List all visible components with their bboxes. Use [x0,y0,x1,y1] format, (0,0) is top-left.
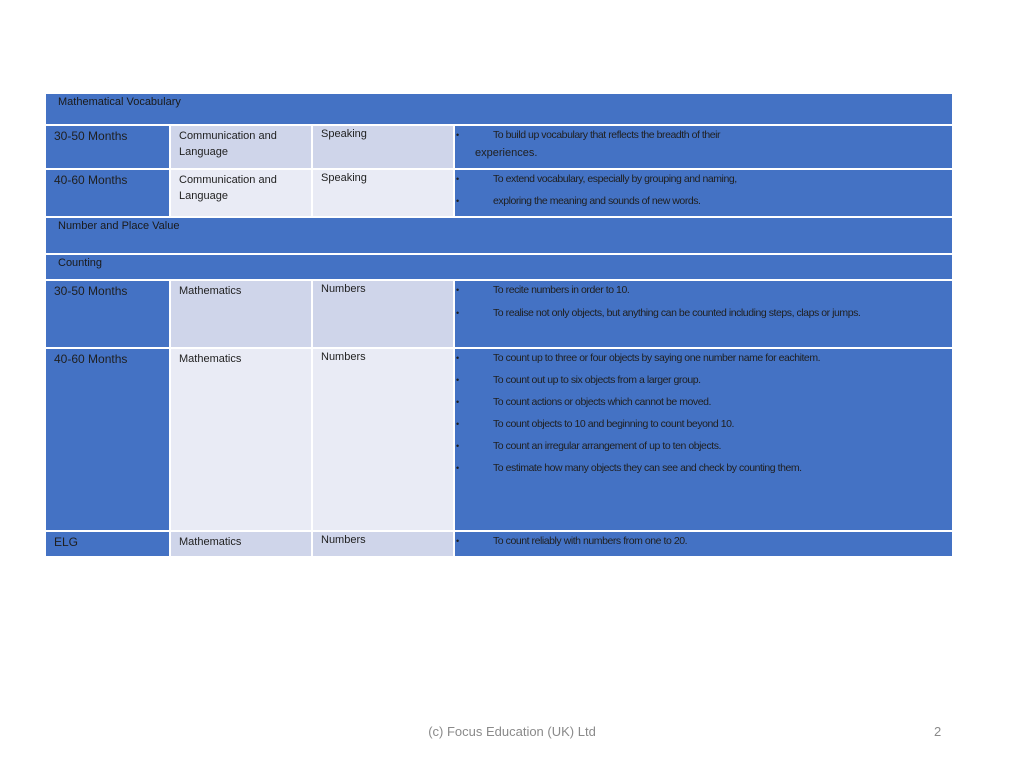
bullet-text: To build up vocabulary that reflects the breadth of their [493,129,721,141]
area-cell: Communication and Language [170,125,312,169]
description-cell [454,169,953,217]
bullet-continuation: experiences. [475,147,538,159]
description-cell [454,348,953,531]
section-header-number-place-value: Number and Place Value [45,217,953,254]
description-cell [454,531,953,557]
bullet-text: To count reliably with numbers from one to 20. [493,535,688,547]
aspect-cell: Numbers [312,348,454,531]
table-row [45,531,953,557]
bullet-text: To count up to three or four objects by saying one number name for eachitem. [493,352,821,364]
bullet-icon: • [456,375,459,385]
description-cell [454,125,953,169]
section-header-vocabulary: Mathematical Vocabulary [45,93,953,125]
curriculum-table [45,93,953,557]
bullet-icon: • [456,397,459,407]
bullet-item [455,351,952,365]
bullet-icon: • [456,419,459,429]
bullet-item [455,283,952,297]
bullet-icon: • [456,174,459,184]
bullet-text: To extend vocabulary, especially by grouping and naming, [493,173,737,185]
aspect-cell: Speaking [312,125,454,169]
bullet-text: To count objects to 10 and beginning to count beyond 10. [493,418,735,430]
bullet-text: To estimate how many objects they can see and check by counting them. [493,462,802,474]
area-cell: Mathematics [170,531,312,557]
bullet-icon: • [456,285,459,295]
bullet-text: To count an irregular arrangement of up to ten objects. [493,440,721,452]
bullet-text: To realise not only objects, but anything can be counted including steps, claps or jumps. [493,307,861,319]
area-cell: Mathematics [170,280,312,348]
bullet-icon: • [456,196,459,206]
table-row [45,348,953,531]
footer-copyright: (c) Focus Education (UK) Ltd [428,724,596,739]
bullet-item [455,128,952,142]
table-row [45,125,953,169]
aspect-cell: Numbers [312,531,454,557]
table-row [45,169,953,217]
bullet-icon: • [456,353,459,363]
age-cell: ELG [45,531,170,557]
age-cell: 30-50 Months [45,280,170,348]
aspect-cell: Numbers [312,280,454,348]
age-cell: 40-60 Months [45,169,170,217]
bullet-item [455,417,952,431]
age-cell: 40-60 Months [45,348,170,531]
bullet-icon: • [456,441,459,451]
section-header-counting: Counting [45,254,953,280]
bullet-item [455,439,952,453]
area-cell: Mathematics [170,348,312,531]
bullet-icon: • [456,463,459,473]
bullet-item [455,373,952,387]
bullet-item [455,306,952,320]
description-cell [454,280,953,348]
bullet-item [455,534,952,548]
bullet-text: To count out up to six objects from a larger group. [493,374,701,386]
bullet-text: exploring the meaning and sounds of new words. [493,195,701,207]
bullet-item [455,395,952,409]
bullet-item [455,194,952,208]
bullet-icon: • [456,536,459,546]
bullet-text: To count actions or objects which cannot be moved. [493,396,711,408]
area-cell: Communication and Language [170,169,312,217]
table-row [45,280,953,348]
page-number: 2 [934,724,942,739]
bullet-item [455,461,952,475]
bullet-text: To recite numbers in order to 10. [493,284,630,296]
aspect-cell: Speaking [312,169,454,217]
bullet-icon: • [456,308,459,318]
bullet-icon: • [456,130,459,140]
bullet-item [455,172,952,186]
age-cell: 30-50 Months [45,125,170,169]
